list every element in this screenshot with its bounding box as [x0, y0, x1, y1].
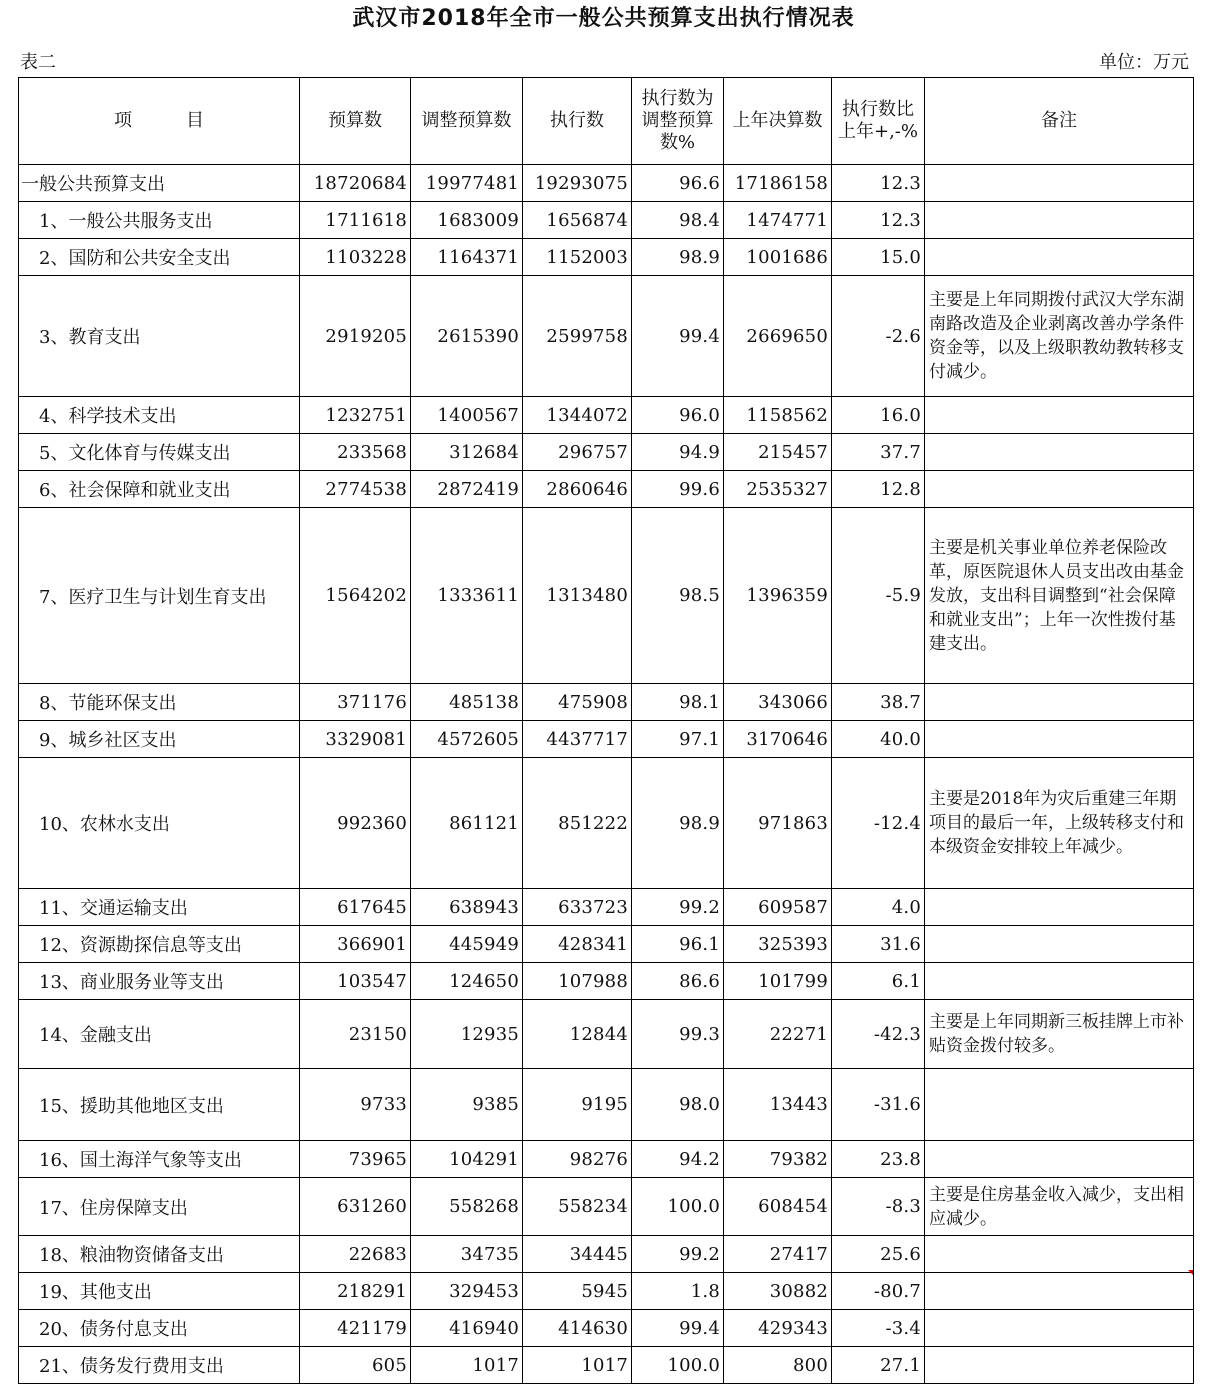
cell-last-year: 608454: [724, 1178, 832, 1236]
cell-budget: 18720684: [300, 165, 411, 202]
cell-ratio: 99.4: [632, 276, 724, 397]
cell-item: 18、粮油物资储备支出: [19, 1236, 300, 1273]
cell-note: [925, 471, 1194, 508]
cell-item: 11、交通运输支出: [19, 889, 300, 926]
table-row: [19, 1347, 1194, 1384]
cell-note: [925, 434, 1194, 471]
cell-item: 3、教育支出: [19, 276, 300, 397]
cell-last-year: 429343: [724, 1310, 832, 1347]
cell-adjusted: 104291: [411, 1141, 523, 1178]
cell-ratio: 99.2: [632, 1236, 724, 1273]
cell-note: 主要是上年同期新三板挂牌上市补贴资金拨付较多。: [925, 1000, 1194, 1069]
cell-note: [925, 1141, 1194, 1178]
cell-change: 25.6: [832, 1236, 925, 1273]
table-row: [19, 276, 1194, 397]
cell-item: 16、国土海洋气象等支出: [19, 1141, 300, 1178]
cell-item: 9、城乡社区支出: [19, 721, 300, 758]
cell-ratio: 96.0: [632, 397, 724, 434]
cell-budget: 233568: [300, 434, 411, 471]
cell-ratio: 100.0: [632, 1347, 724, 1384]
cell-executed: 475908: [523, 684, 632, 721]
header-ratio-line1: 执行数为: [641, 88, 714, 109]
cell-item: 5、文化体育与传媒支出: [19, 434, 300, 471]
cell-change: 23.8: [832, 1141, 925, 1178]
cell-budget: 1711618: [300, 202, 411, 239]
cell-budget: 1232751: [300, 397, 411, 434]
cell-change: 40.0: [832, 721, 925, 758]
cell-adjusted: 124650: [411, 963, 523, 1000]
cell-change: 6.1: [832, 963, 925, 1000]
table-row: [19, 721, 1194, 758]
table-row: [19, 684, 1194, 721]
cell-note: [925, 397, 1194, 434]
table-row: [19, 202, 1194, 239]
cell-change: 15.0: [832, 239, 925, 276]
cell-adjusted: 861121: [411, 758, 523, 889]
table-row: [19, 1273, 1194, 1310]
cell-budget: 1103228: [300, 239, 411, 276]
cell-change: 16.0: [832, 397, 925, 434]
cell-budget: 2919205: [300, 276, 411, 397]
cell-note: [925, 684, 1194, 721]
cell-last-year: 971863: [724, 758, 832, 889]
cell-ratio: 1.8: [632, 1273, 724, 1310]
cell-note: 主要是机关事业单位养老保险改革，原医院退休人员支出改由基金发放，支出科目调整到“社会保障和就业支出”；上年一次性拨付基建支出。: [925, 508, 1194, 684]
table-row: [19, 239, 1194, 276]
header-note: 备注: [925, 78, 1194, 165]
cell-ratio: 96.1: [632, 926, 724, 963]
budget-table: [18, 77, 1194, 1384]
cell-executed: 428341: [523, 926, 632, 963]
cell-item: 6、社会保障和就业支出: [19, 471, 300, 508]
cell-adjusted: 1400567: [411, 397, 523, 434]
cell-ratio: 98.5: [632, 508, 724, 684]
cell-budget: 103547: [300, 963, 411, 1000]
cell-note: 主要是住房基金收入减少，支出相应减少。: [925, 1178, 1194, 1236]
cell-budget: 9733: [300, 1069, 411, 1141]
cell-ratio: 100.0: [632, 1178, 724, 1236]
header-change-line2: 上年+,-%: [838, 121, 918, 142]
cell-note: [925, 889, 1194, 926]
cell-change: -3.4: [832, 1310, 925, 1347]
table-row: [19, 471, 1194, 508]
cell-executed: 1152003: [523, 239, 632, 276]
cell-adjusted: 638943: [411, 889, 523, 926]
cell-note: [925, 239, 1194, 276]
cell-item: 14、金融支出: [19, 1000, 300, 1069]
cell-budget: 371176: [300, 684, 411, 721]
cell-change: -8.3: [832, 1178, 925, 1236]
table-row: [19, 508, 1194, 684]
header-ratio-line3: 数%: [659, 132, 696, 153]
table-row: [19, 1000, 1194, 1069]
cell-item: 1、一般公共服务支出: [19, 202, 300, 239]
cell-adjusted: 4572605: [411, 721, 523, 758]
cell-ratio: 98.0: [632, 1069, 724, 1141]
cell-adjusted: 416940: [411, 1310, 523, 1347]
cell-executed: 1344072: [523, 397, 632, 434]
header-item: 项 目: [19, 78, 300, 165]
cell-executed: 558234: [523, 1178, 632, 1236]
table-row: [19, 1178, 1194, 1236]
cell-last-year: 17186158: [724, 165, 832, 202]
cell-executed: 34445: [523, 1236, 632, 1273]
cell-budget: 23150: [300, 1000, 411, 1069]
cell-item: 12、资源勘探信息等支出: [19, 926, 300, 963]
cell-item: 7、医疗卫生与计划生育支出: [19, 508, 300, 684]
cell-ratio: 99.3: [632, 1000, 724, 1069]
cell-change: 12.3: [832, 202, 925, 239]
cell-adjusted: 1164371: [411, 239, 523, 276]
header-row: [19, 78, 1194, 165]
cell-adjusted: 1333611: [411, 508, 523, 684]
cell-budget: 631260: [300, 1178, 411, 1236]
cell-executed: 1017: [523, 1347, 632, 1384]
cell-budget: 617645: [300, 889, 411, 926]
cell-change: 12.3: [832, 165, 925, 202]
cell-adjusted: 558268: [411, 1178, 523, 1236]
cell-last-year: 1474771: [724, 202, 832, 239]
cell-adjusted: 2872419: [411, 471, 523, 508]
cell-budget: 421179: [300, 1310, 411, 1347]
cell-change: 31.6: [832, 926, 925, 963]
cell-budget: 2774538: [300, 471, 411, 508]
cell-item: 8、节能环保支出: [19, 684, 300, 721]
header-ratio: [632, 78, 724, 165]
cell-item: 4、科学技术支出: [19, 397, 300, 434]
cell-item: 21、债务发行费用支出: [19, 1347, 300, 1384]
cell-item: 2、国防和公共安全支出: [19, 239, 300, 276]
cell-executed: 633723: [523, 889, 632, 926]
cell-last-year: 101799: [724, 963, 832, 1000]
cell-note: [925, 926, 1194, 963]
cell-adjusted: 1683009: [411, 202, 523, 239]
cell-item: 15、援助其他地区支出: [19, 1069, 300, 1141]
cell-last-year: 27417: [724, 1236, 832, 1273]
cell-budget: 22683: [300, 1236, 411, 1273]
cell-note: [925, 721, 1194, 758]
cell-comment-marker: [1188, 1270, 1193, 1275]
cell-last-year: 2535327: [724, 471, 832, 508]
cell-adjusted: 9385: [411, 1069, 523, 1141]
cell-adjusted: 19977481: [411, 165, 523, 202]
cell-ratio: 99.4: [632, 1310, 724, 1347]
cell-ratio: 99.6: [632, 471, 724, 508]
table-row: [19, 1069, 1194, 1141]
cell-last-year: 215457: [724, 434, 832, 471]
cell-change: 38.7: [832, 684, 925, 721]
cell-change: -5.9: [832, 508, 925, 684]
cell-note: 主要是2018年为灾后重建三年期项目的最后一年，上级转移支付和本级资金安排较上年减少。: [925, 758, 1194, 889]
cell-last-year: 22271: [724, 1000, 832, 1069]
cell-last-year: 79382: [724, 1141, 832, 1178]
cell-ratio: 94.2: [632, 1141, 724, 1178]
cell-ratio: 98.4: [632, 202, 724, 239]
header-executed: 执行数: [523, 78, 632, 165]
cell-budget: 3329081: [300, 721, 411, 758]
cell-change: 37.7: [832, 434, 925, 471]
cell-item: 19、其他支出: [19, 1273, 300, 1310]
cell-executed: 296757: [523, 434, 632, 471]
cell-adjusted: 34735: [411, 1236, 523, 1273]
cell-ratio: 97.1: [632, 721, 724, 758]
cell-budget: 73965: [300, 1141, 411, 1178]
cell-budget: 218291: [300, 1273, 411, 1310]
table-row: [19, 1310, 1194, 1347]
cell-last-year: 343066: [724, 684, 832, 721]
cell-last-year: 13443: [724, 1069, 832, 1141]
cell-last-year: 609587: [724, 889, 832, 926]
cell-note: [925, 1347, 1194, 1384]
cell-budget: 605: [300, 1347, 411, 1384]
cell-last-year: 30882: [724, 1273, 832, 1310]
cell-adjusted: 1017: [411, 1347, 523, 1384]
cell-note: [925, 1273, 1194, 1310]
cell-note: [925, 202, 1194, 239]
cell-note: 主要是上年同期拨付武汉大学东湖南路改造及企业剥离改善办学条件资金等，以及上级职教幼教转移支付减少。: [925, 276, 1194, 397]
cell-last-year: 1001686: [724, 239, 832, 276]
cell-executed: 107988: [523, 963, 632, 1000]
cell-adjusted: 312684: [411, 434, 523, 471]
table-row: [19, 963, 1194, 1000]
cell-executed: 1313480: [523, 508, 632, 684]
cell-ratio: 96.6: [632, 165, 724, 202]
table-row: [19, 758, 1194, 889]
table-row: [19, 434, 1194, 471]
header-ratio-line2: 调整预算: [641, 110, 714, 131]
cell-change: 12.8: [832, 471, 925, 508]
table-row: [19, 1141, 1194, 1178]
table-row: [19, 1236, 1194, 1273]
cell-executed: 19293075: [523, 165, 632, 202]
cell-adjusted: 329453: [411, 1273, 523, 1310]
cell-adjusted: 485138: [411, 684, 523, 721]
cell-change: -42.3: [832, 1000, 925, 1069]
header-change-line1: 执行数比: [842, 99, 914, 120]
cell-last-year: 800: [724, 1347, 832, 1384]
header-change: [832, 78, 925, 165]
cell-change: 4.0: [832, 889, 925, 926]
cell-note: [925, 1310, 1194, 1347]
cell-last-year: 2669650: [724, 276, 832, 397]
cell-last-year: 3170646: [724, 721, 832, 758]
cell-change: -12.4: [832, 758, 925, 889]
cell-change: -2.6: [832, 276, 925, 397]
cell-ratio: 94.9: [632, 434, 724, 471]
cell-executed: 414630: [523, 1310, 632, 1347]
cell-executed: 1656874: [523, 202, 632, 239]
cell-executed: 12844: [523, 1000, 632, 1069]
cell-adjusted: 12935: [411, 1000, 523, 1069]
cell-last-year: 1396359: [724, 508, 832, 684]
page-title: 武汉市2018年全市一般公共预算支出执行情况表: [352, 6, 855, 31]
cell-last-year: 325393: [724, 926, 832, 963]
cell-executed: 5945: [523, 1273, 632, 1310]
table-row: [19, 397, 1194, 434]
cell-ratio: 98.9: [632, 239, 724, 276]
cell-budget: 366901: [300, 926, 411, 963]
table-row: [19, 926, 1194, 963]
cell-ratio: 86.6: [632, 963, 724, 1000]
header-adjusted: 调整预算数: [411, 78, 523, 165]
cell-last-year: 1158562: [724, 397, 832, 434]
cell-budget: 1564202: [300, 508, 411, 684]
cell-change: -31.6: [832, 1069, 925, 1141]
cell-executed: 851222: [523, 758, 632, 889]
cell-item: 17、住房保障支出: [19, 1178, 300, 1236]
cell-item: 10、农林水支出: [19, 758, 300, 889]
cell-adjusted: 2615390: [411, 276, 523, 397]
header-last-year: 上年决算数: [724, 78, 832, 165]
unit-label: 单位：万元: [1099, 52, 1189, 73]
cell-ratio: 98.1: [632, 684, 724, 721]
cell-budget: 992360: [300, 758, 411, 889]
cell-adjusted: 445949: [411, 926, 523, 963]
cell-change: -80.7: [832, 1273, 925, 1310]
cell-ratio: 99.2: [632, 889, 724, 926]
cell-ratio: 98.9: [632, 758, 724, 889]
table-row: [19, 889, 1194, 926]
cell-executed: 9195: [523, 1069, 632, 1141]
table-row: [19, 165, 1194, 202]
cell-note: [925, 1236, 1194, 1273]
cell-executed: 4437717: [523, 721, 632, 758]
cell-executed: 2599758: [523, 276, 632, 397]
cell-item: 一般公共预算支出: [19, 165, 300, 202]
cell-change: 27.1: [832, 1347, 925, 1384]
header-budget: 预算数: [300, 78, 411, 165]
cell-note: [925, 1069, 1194, 1141]
cell-item: 13、商业服务业等支出: [19, 963, 300, 1000]
cell-note: [925, 963, 1194, 1000]
cell-item: 20、债务付息支出: [19, 1310, 300, 1347]
cell-executed: 98276: [523, 1141, 632, 1178]
cell-note: [925, 165, 1194, 202]
cell-executed: 2860646: [523, 471, 632, 508]
table-number: 表二: [20, 52, 56, 73]
